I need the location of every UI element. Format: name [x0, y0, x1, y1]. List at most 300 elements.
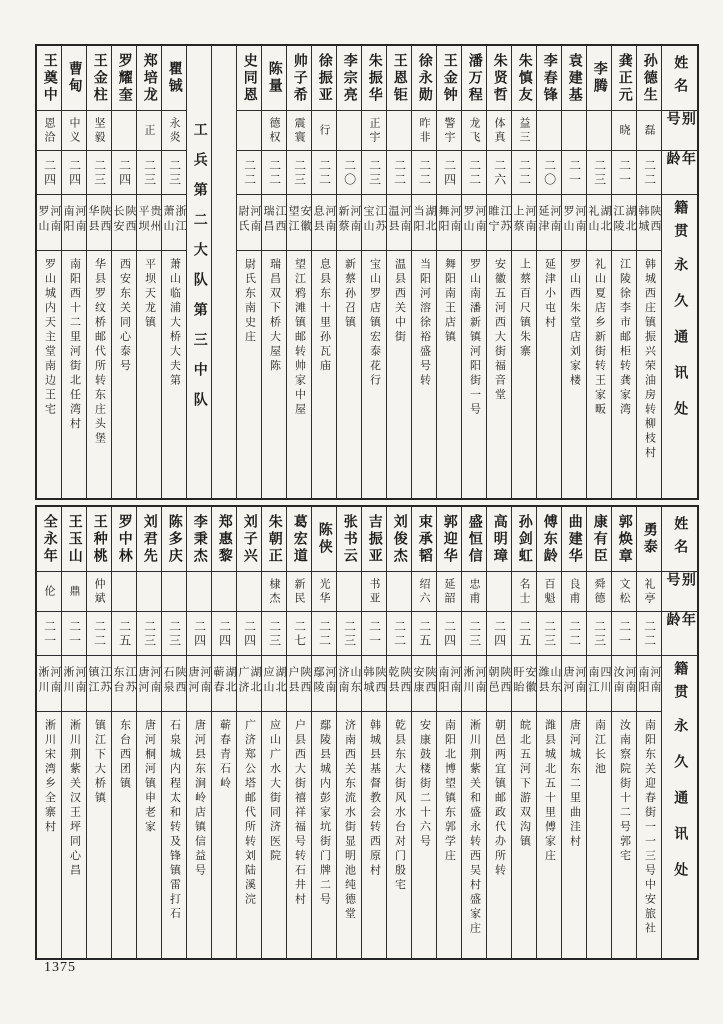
age-cell: [512, 611, 536, 655]
name-cell: [62, 507, 86, 571]
address-cell: [537, 250, 561, 498]
header-alias: [662, 110, 697, 150]
native-place-cell: [487, 655, 511, 711]
age-cell: [337, 150, 361, 194]
alias-cell-text: 延韶: [443, 577, 456, 606]
person-column: [111, 507, 136, 958]
name-cell-text: 曹甸: [66, 61, 82, 95]
address-cell: [137, 250, 161, 498]
header-alias-text: 别号: [664, 111, 695, 134]
person-column: [111, 46, 136, 498]
age-cell: [212, 611, 236, 655]
alias-cell-text: 棣杰: [268, 577, 281, 606]
name-cell-text: 勇泰: [641, 522, 657, 556]
address-cell-text: 淅川宋湾乡全寨村: [43, 719, 56, 835]
address-cell: [437, 250, 461, 498]
alias-cell: [362, 571, 386, 611]
address-cell-text: 淅川荆紫关和盛永转西吴村盛家庄: [468, 719, 481, 937]
person-column: [586, 46, 611, 498]
alias-cell-text: 昨非: [418, 116, 431, 145]
name-cell: [212, 507, 236, 571]
unit-title-column-cell-text: 工兵第二大队第三中队: [191, 122, 207, 422]
age-cell-text: 二五: [517, 619, 532, 648]
age-cell: [187, 611, 211, 655]
native-place-cell: [112, 655, 136, 711]
person-column: [161, 46, 186, 498]
address-cell-text: 广济郑公塔邮代所转刘陆溪浣: [243, 719, 256, 908]
person-column: [136, 507, 161, 958]
address-cell: [587, 711, 611, 958]
page-number: 1375: [44, 960, 76, 975]
alias-cell: [412, 571, 436, 611]
address-cell-text: 上蔡百尺镇朱寨: [518, 258, 531, 360]
address-cell-text: 鄢陵县城内彭家坑街门牌二号: [318, 719, 331, 908]
address-cell-text: 户县西大街禧祥福号转石井村: [293, 719, 306, 908]
roster-table-top: [35, 44, 699, 500]
age-cell: [487, 150, 511, 194]
name-cell: [412, 46, 436, 110]
address-cell-text: 皖北五河下游双沟镇: [518, 719, 531, 850]
name-cell: [612, 507, 636, 571]
age-cell: [487, 611, 511, 655]
age-cell-text: 二六: [492, 158, 507, 187]
address-cell-text: 南江长池: [593, 719, 606, 777]
address-cell: [412, 711, 436, 958]
native-place-cell-text: 江苏宝山: [362, 204, 386, 235]
name-cell-text: 李春锋: [541, 52, 557, 104]
alias-cell-text: 体真: [493, 116, 506, 145]
native-place-cell: [262, 194, 286, 250]
age-cell-text: 二三: [542, 619, 557, 648]
age-cell-text: 二二: [642, 619, 657, 648]
alias-cell-text: 行: [318, 123, 331, 138]
address-cell: [262, 250, 286, 498]
address-cell-text: 礼山夏店乡新街转王家畈: [593, 258, 606, 418]
age-cell-text: 二三: [142, 158, 157, 187]
name-cell-text: 郑惠黎: [216, 513, 232, 565]
age-cell: [587, 611, 611, 655]
address-cell-text: 平坝天龙镇: [143, 258, 156, 331]
person-column: [461, 507, 486, 958]
address-cell: [87, 711, 111, 958]
age-cell: [237, 611, 261, 655]
age-cell-text: 二三: [92, 158, 107, 187]
age-cell: [362, 611, 386, 655]
alias-cell: [187, 571, 211, 611]
address-cell: [287, 711, 311, 958]
native-place-cell-text: 河南淅川: [62, 665, 86, 696]
address-cell-text: 韩城西庄镇振兴荣油房转柳枝村: [643, 258, 656, 461]
native-place-cell: [637, 194, 661, 250]
address-cell: [112, 250, 136, 498]
name-cell-text: 孙德生: [641, 52, 657, 104]
alias-cell: [612, 571, 636, 611]
age-cell-text: 二三: [592, 619, 607, 648]
header-address-text: 永久通讯处: [672, 257, 688, 437]
alias-cell: [287, 571, 311, 611]
name-cell: [337, 507, 361, 571]
name-cell: [562, 46, 586, 110]
name-cell-text: 李宗亮: [341, 52, 357, 104]
native-place-cell-text: 四川南江: [587, 665, 611, 696]
person-column: [311, 46, 336, 498]
name-cell-text: 瞿铖: [166, 61, 182, 95]
address-cell-text: 唐河县东涧岭店镇信益号: [193, 719, 206, 879]
name-cell: [187, 507, 211, 571]
native-place-cell: [162, 194, 186, 250]
native-place-cell-text: 河南南阳: [62, 204, 86, 235]
name-cell-text: 刘俊杰: [391, 513, 407, 565]
address-cell-text: 石泉城内程太和转及锋镇雷打石: [168, 719, 181, 922]
native-place-cell: [137, 655, 161, 711]
name-cell: [462, 507, 486, 571]
alias-cell: [337, 571, 361, 611]
native-place-cell-text: 江西瑞昌: [262, 204, 286, 235]
age-cell: [137, 611, 161, 655]
name-cell: [637, 507, 661, 571]
alias-cell-text: 新民: [293, 577, 306, 606]
address-cell-text: 唐河城东二里曲洼村: [568, 719, 581, 850]
age-cell-text: 二四: [242, 619, 257, 648]
native-place-cell-text: 安徽盱眙: [512, 665, 536, 696]
age-cell: [37, 150, 61, 194]
address-cell-text: 安康鼓楼街二十六号: [418, 719, 431, 850]
native-place-cell: [512, 655, 536, 711]
native-place-cell-text: 陕西乾县: [387, 665, 411, 696]
name-cell-text: 康有臣: [591, 513, 607, 565]
person-column: [136, 46, 161, 498]
person-column: [436, 46, 461, 498]
name-cell-text: 李秉杰: [191, 513, 207, 565]
age-cell: [387, 150, 411, 194]
address-cell-text: 东台西团镇: [118, 719, 131, 792]
alias-cell-text: 良甫: [568, 577, 581, 606]
alias-cell: [512, 110, 536, 150]
person-column: [536, 507, 561, 958]
age-cell: [562, 150, 586, 194]
address-cell-text: 宝山罗店镇宏泰花行: [368, 258, 381, 389]
header-native-place-text: 籍贯: [672, 199, 688, 246]
name-cell: [537, 46, 561, 110]
person-column: [536, 46, 561, 498]
native-place-cell-text: 陕西石泉: [162, 665, 186, 696]
native-place-cell: [337, 655, 361, 711]
name-cell-text: 王奠中: [41, 52, 57, 104]
name-cell: [437, 507, 461, 571]
native-place-cell-text: 湖北当阳: [412, 204, 436, 235]
address-cell-text: 朝邑两宜镇邮政代办所转: [493, 719, 506, 879]
name-cell: [612, 46, 636, 110]
age-cell: [62, 150, 86, 194]
alias-cell: [62, 571, 86, 611]
person-column: [611, 507, 636, 958]
age-cell-text: 二二: [467, 158, 482, 187]
header-age: [662, 611, 697, 655]
native-place-cell: [287, 655, 311, 711]
address-cell: [462, 711, 486, 958]
alias-cell: [37, 571, 61, 611]
header-native-place: [662, 194, 697, 250]
name-cell: [112, 507, 136, 571]
age-cell-text: 二二: [317, 619, 332, 648]
native-place-cell: [387, 194, 411, 250]
alias-cell: [312, 110, 336, 150]
age-cell: [112, 611, 136, 655]
native-place-cell-text: 陕西户县: [287, 665, 311, 696]
age-cell-text: 二一: [42, 619, 57, 648]
age-cell: [162, 611, 186, 655]
name-cell: [537, 507, 561, 571]
alias-cell: [287, 110, 311, 150]
native-place-cell-text: 河南温县: [387, 204, 411, 235]
native-place-cell-text: 河南罗山: [462, 204, 486, 235]
alias-cell-text: 礼亭: [643, 577, 656, 606]
address-cell-text: 萧山临浦大桥大夫第: [168, 258, 181, 389]
name-cell: [362, 46, 386, 110]
age-cell: [262, 150, 286, 194]
header-age: [662, 150, 697, 194]
name-cell-text: 朱慎友: [516, 52, 532, 104]
alias-cell-text: 文松: [618, 577, 631, 606]
address-cell-text: 舞阳南王店镇: [443, 258, 456, 345]
name-cell-text: 高明璋: [491, 513, 507, 565]
address-cell-text: 尉氏东南史庄: [243, 258, 256, 345]
header-alias-text: 别号: [664, 572, 695, 595]
native-place-cell: [412, 194, 436, 250]
address-cell: [362, 250, 386, 498]
name-cell-text: 陈侠: [316, 522, 332, 556]
header-age-text: 年龄: [664, 612, 695, 635]
person-column: [486, 46, 511, 498]
native-place-cell-text: 湖北礼山: [587, 204, 611, 235]
name-cell-text: 潘万程: [466, 52, 482, 104]
native-place-cell: [362, 194, 386, 250]
age-cell: [587, 150, 611, 194]
age-cell-text: 二三: [167, 619, 182, 648]
age-cell-text: 二〇: [542, 158, 557, 187]
alias-cell: [362, 110, 386, 150]
name-cell: [362, 507, 386, 571]
native-place-cell: [437, 655, 461, 711]
age-cell-text: 二五: [117, 619, 132, 648]
age-cell-text: 二四: [217, 619, 232, 648]
native-place-cell-text: 河南唐河: [187, 665, 211, 696]
address-cell: [62, 250, 86, 498]
native-place-cell-text: 湖北广济: [237, 665, 261, 696]
alias-cell: [587, 110, 611, 150]
name-cell-text: 徐永勋: [416, 52, 432, 104]
alias-cell: [437, 571, 461, 611]
alias-cell: [162, 571, 186, 611]
name-cell: [62, 46, 86, 110]
native-place-cell-text: 河南淅川: [462, 665, 486, 696]
header-address: [662, 250, 697, 498]
name-cell-text: 徐振亚: [316, 52, 332, 104]
person-column: [311, 507, 336, 958]
alias-cell: [637, 571, 661, 611]
native-place-cell-text: 湖北蕲春: [212, 665, 236, 696]
native-place-cell-text: 江苏镇江: [87, 665, 111, 696]
name-cell-text: 罗耀奎: [116, 52, 132, 104]
native-place-cell: [187, 655, 211, 711]
native-place-cell: [537, 655, 561, 711]
native-place-cell: [562, 655, 586, 711]
address-cell-text: 南阳东关迎春街一一三号中安旅社: [643, 719, 656, 937]
address-cell-text: 乾县东大街风水台对门殷宅: [393, 719, 406, 893]
name-cell: [512, 46, 536, 110]
name-cell: [312, 46, 336, 110]
alias-cell-text: 书亚: [368, 577, 381, 606]
name-cell: [312, 507, 336, 571]
address-cell: [537, 711, 561, 958]
name-cell-text: 傅东龄: [541, 513, 557, 565]
age-cell: [612, 150, 636, 194]
name-cell-text: 龚正元: [616, 52, 632, 104]
address-cell: [462, 250, 486, 498]
address-cell: [387, 250, 411, 498]
header-native-place: [662, 655, 697, 711]
address-cell-text: 南阳西十二里河街北任湾村: [68, 258, 81, 432]
person-column: [386, 507, 411, 958]
name-cell-text: 袁建基: [566, 52, 582, 104]
name-cell: [87, 507, 111, 571]
age-cell-text: 二一: [67, 619, 82, 648]
age-cell-text: 二〇: [342, 158, 357, 187]
native-place-cell-text: 河南淅川: [37, 665, 61, 696]
address-cell: [637, 250, 661, 498]
header-column: [661, 46, 697, 498]
alias-cell: [237, 571, 261, 611]
spacer-column-cell: [212, 46, 236, 498]
age-cell-text: 二一: [367, 619, 382, 648]
age-cell: [37, 611, 61, 655]
person-column: [37, 46, 61, 498]
name-cell: [237, 46, 261, 110]
native-place-cell: [587, 194, 611, 250]
address-cell-text: 江陵徐李市邮柜转龚家湾: [618, 258, 631, 418]
native-place-cell: [262, 655, 286, 711]
name-cell: [137, 46, 161, 110]
address-cell: [562, 250, 586, 498]
age-cell: [337, 611, 361, 655]
person-column: [186, 507, 211, 958]
person-column: [636, 46, 661, 498]
age-cell-text: 二三: [342, 619, 357, 648]
name-cell-text: 陈多庆: [166, 513, 182, 565]
alias-cell: [387, 110, 411, 150]
person-column: [37, 507, 61, 958]
address-cell: [112, 711, 136, 958]
alias-cell-text: 光华: [318, 577, 331, 606]
age-cell: [162, 150, 186, 194]
header-column: [661, 507, 697, 958]
alias-cell-text: 坚毅: [93, 116, 106, 145]
address-cell-text: 唐河桐河镇申老家: [143, 719, 156, 835]
native-place-cell-text: 江苏睢宁: [487, 204, 511, 235]
name-cell-text: 王恩钜: [391, 52, 407, 104]
native-place-cell: [37, 655, 61, 711]
address-cell: [87, 250, 111, 498]
address-cell-text: 新蔡孙召镇: [343, 258, 356, 331]
alias-cell: [587, 571, 611, 611]
name-cell: [287, 507, 311, 571]
alias-cell: [462, 571, 486, 611]
native-place-cell-text: 河南延津: [537, 204, 561, 235]
alias-cell-text: 震寰: [293, 116, 306, 145]
spacer-column: [211, 46, 236, 498]
age-cell-text: 二二: [267, 158, 282, 187]
name-cell: [237, 507, 261, 571]
person-column: [636, 507, 661, 958]
age-cell: [87, 611, 111, 655]
name-cell: [87, 46, 111, 110]
native-place-cell-text: 陕西安康: [412, 665, 436, 696]
native-place-cell-text: 河南唐河: [562, 665, 586, 696]
address-cell-text: 瑞昌双下桥大屋陈: [268, 258, 281, 374]
address-cell: [487, 711, 511, 958]
alias-cell-text: 恩洽: [43, 116, 56, 145]
age-cell-text: 二二: [392, 158, 407, 187]
person-column: [411, 46, 436, 498]
native-place-cell: [612, 655, 636, 711]
age-cell: [87, 150, 111, 194]
alias-cell: [212, 571, 236, 611]
person-column: [336, 46, 361, 498]
native-place-cell-text: 河南息县: [312, 204, 336, 235]
age-cell-text: 二二: [642, 158, 657, 187]
age-cell-text: 二三: [267, 619, 282, 648]
alias-cell: [62, 110, 86, 150]
name-cell-text: 郑培龙: [141, 52, 157, 104]
name-cell-text: 王金钟: [441, 52, 457, 104]
name-cell-text: 张书云: [341, 513, 357, 565]
address-cell-text: 济南西关东流水街显明池纯德堂: [343, 719, 356, 922]
alias-cell: [612, 110, 636, 150]
name-cell: [137, 507, 161, 571]
person-column: [511, 46, 536, 498]
native-place-cell-text: 陕西韩城: [637, 204, 661, 235]
name-cell-text: 束承韬: [416, 513, 432, 565]
address-cell: [237, 250, 261, 498]
age-cell-text: 二三: [167, 158, 182, 187]
age-cell: [437, 611, 461, 655]
age-cell-text: 二三: [292, 158, 307, 187]
age-cell: [287, 150, 311, 194]
name-cell: [587, 46, 611, 110]
header-address: [662, 711, 697, 958]
age-cell: [137, 150, 161, 194]
address-cell-text: 温县西关中街: [393, 258, 406, 345]
address-cell: [437, 711, 461, 958]
age-cell-text: 二三: [467, 619, 482, 648]
native-place-cell-text: 湖北应山: [262, 665, 286, 696]
alias-cell-text: 德权: [268, 116, 281, 145]
name-cell-text: 朱朝正: [266, 513, 282, 565]
name-cell: [412, 507, 436, 571]
native-place-cell: [487, 194, 511, 250]
name-cell-text: 吉振亚: [366, 513, 382, 565]
address-cell-text: 望江鸦滩镇邮转帅家中屋: [293, 258, 306, 418]
alias-cell-text: 磊: [643, 123, 656, 138]
native-place-cell: [587, 655, 611, 711]
address-cell-text: 南阳北博望镇东郭学庄: [443, 719, 456, 864]
person-column: [361, 507, 386, 958]
name-cell-text: 郭焕章: [616, 513, 632, 565]
native-place-cell-text: 河南罗山: [562, 204, 586, 235]
address-cell: [37, 250, 61, 498]
name-cell: [37, 507, 61, 571]
native-place-cell: [562, 194, 586, 250]
